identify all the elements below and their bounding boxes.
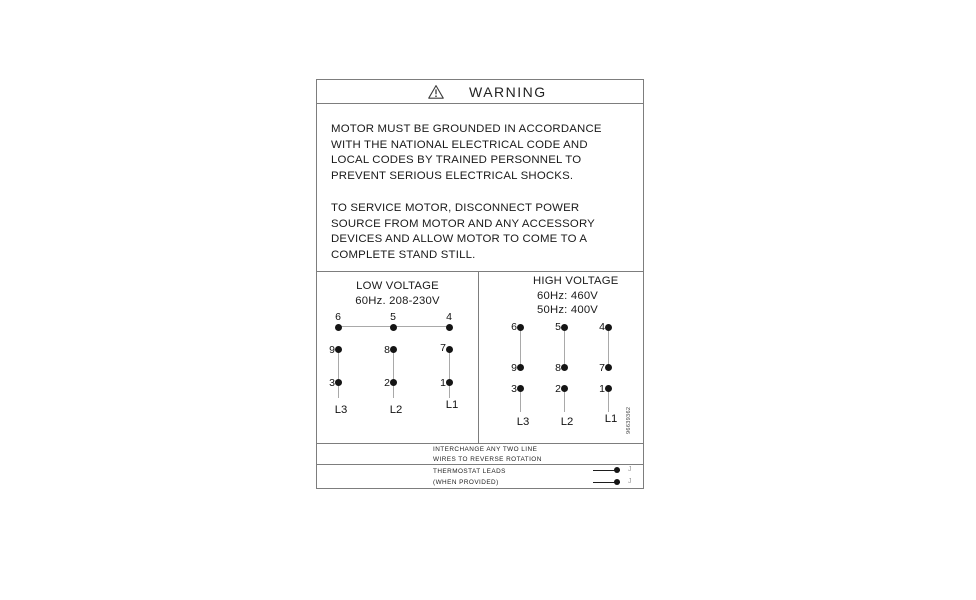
thermostat-lead-label-2: J: [628, 478, 632, 485]
low-terminal-3-label: 3: [329, 377, 335, 389]
high-terminal-1-dot: [605, 385, 612, 392]
body-line: LOCAL CODES BY TRAINED PERSONNEL TO: [331, 154, 582, 167]
high-wire-l1: [608, 389, 609, 412]
high-voltage-subtitle-50hz: 50Hz: 400V: [537, 304, 599, 316]
motor-warning-label: [316, 79, 644, 489]
high-terminal-4-label: 4: [599, 321, 605, 333]
body-line: MOTOR MUST BE GROUNDED IN ACCORDANCE: [331, 123, 602, 135]
low-terminal-2-label: 2: [384, 377, 390, 389]
high-terminal-5-dot: [561, 324, 568, 331]
rotation-note-line1: INTERCHANGE ANY TWO LINE: [433, 446, 538, 453]
high-terminal-5-label: 5: [555, 321, 561, 333]
part-number: 96639362: [626, 406, 632, 434]
body-line: SOURCE FROM MOTOR AND ANY ACCESSORY: [331, 217, 595, 230]
high-terminal-9-label: 9: [511, 362, 517, 374]
low-wire-l1: [449, 350, 450, 398]
low-terminal-5-dot: [390, 324, 397, 331]
high-wire-l2: [564, 389, 565, 412]
thermostat-note-line2: (WHEN PROVIDED): [433, 479, 499, 486]
low-wire-l2: [393, 350, 394, 398]
high-terminal-2-dot: [561, 385, 568, 392]
low-terminal-9-label: 9: [329, 344, 335, 356]
low-terminal-9-dot: [335, 346, 342, 353]
rotation-note-line2: WIRES TO REVERSE ROTATION: [433, 456, 542, 463]
service-paragraph: [331, 201, 631, 263]
high-terminal-4-dot: [605, 324, 612, 331]
body-line: TO SERVICE MOTOR, DISCONNECT POWER: [331, 202, 580, 214]
high-voltage-subtitle-60hz: 60Hz: 460V: [537, 290, 599, 302]
low-terminal-1-label: 1: [440, 377, 446, 389]
high-terminal-9-dot: [517, 364, 524, 371]
body-line: COMPLETE STAND STILL.: [331, 248, 476, 261]
thermostat-lead-dot-1: [614, 467, 620, 473]
high-terminal-6-dot: [517, 324, 524, 331]
low-line-l3-label: L3: [334, 404, 348, 416]
low-terminal-6-label: 6: [335, 311, 341, 323]
grounding-paragraph: [331, 122, 631, 184]
low-terminal-4-label: 4: [446, 311, 452, 323]
high-terminal-7-label: 7: [599, 362, 605, 374]
low-line-l2-label: L2: [389, 404, 403, 416]
high-terminal-8-label: 8: [555, 362, 561, 374]
wiring-diagrams-section: [317, 271, 643, 444]
body-line: PREVENT SERIOUS ELECTRICAL SHOCKS.: [331, 169, 574, 182]
high-terminal-7-dot: [605, 364, 612, 371]
low-terminal-4-dot: [446, 324, 453, 331]
low-terminal-1-dot: [446, 379, 453, 386]
body-line: WITH THE NATIONAL ELECTRICAL CODE AND: [331, 138, 588, 151]
low-terminal-8-dot: [390, 346, 397, 353]
low-terminal-6-dot: [335, 324, 342, 331]
low-line-l1-label: L1: [445, 399, 459, 411]
footer-notes: [317, 442, 643, 490]
high-wire-l3: [520, 389, 521, 412]
warning-header: [317, 80, 643, 104]
high-wire-4-7: [608, 327, 609, 368]
high-terminal-3-dot: [517, 385, 524, 392]
high-wire-5-8: [564, 327, 565, 368]
low-terminal-2-dot: [390, 379, 397, 386]
high-terminal-6-label: 6: [511, 321, 517, 333]
low-terminal-5-label: 5: [390, 311, 396, 323]
high-wire-6-9: [520, 327, 521, 368]
low-terminal-8-label: 8: [384, 344, 390, 356]
high-voltage-title: HIGH VOLTAGE: [533, 275, 619, 287]
high-terminal-8-dot: [561, 364, 568, 371]
thermostat-lead-dot-2: [614, 479, 620, 485]
low-wire-l3: [338, 350, 339, 398]
body-line: DEVICES AND ALLOW MOTOR TO COME TO A: [331, 233, 588, 246]
warning-title: WARNING: [469, 84, 547, 100]
section-divider: [478, 272, 479, 443]
low-terminal-7-dot: [446, 346, 453, 353]
low-voltage-title: LOW VOLTAGE: [356, 280, 439, 292]
low-voltage-subtitle: 60Hz. 208-230V: [355, 295, 440, 307]
thermostat-note-line1: THERMOSTAT LEADS: [433, 468, 506, 475]
thermostat-lead-label-1: J: [628, 466, 632, 473]
warning-triangle-icon: [427, 84, 445, 100]
high-line-l3-label: L3: [516, 416, 530, 428]
high-terminal-2-label: 2: [555, 383, 561, 395]
high-line-l1-label: L1: [604, 413, 618, 425]
low-terminal-7-label: 7: [440, 342, 446, 354]
high-line-l2-label: L2: [560, 416, 574, 428]
high-terminal-3-label: 3: [511, 383, 517, 395]
low-terminal-3-dot: [335, 379, 342, 386]
high-terminal-1-label: 1: [599, 383, 605, 395]
